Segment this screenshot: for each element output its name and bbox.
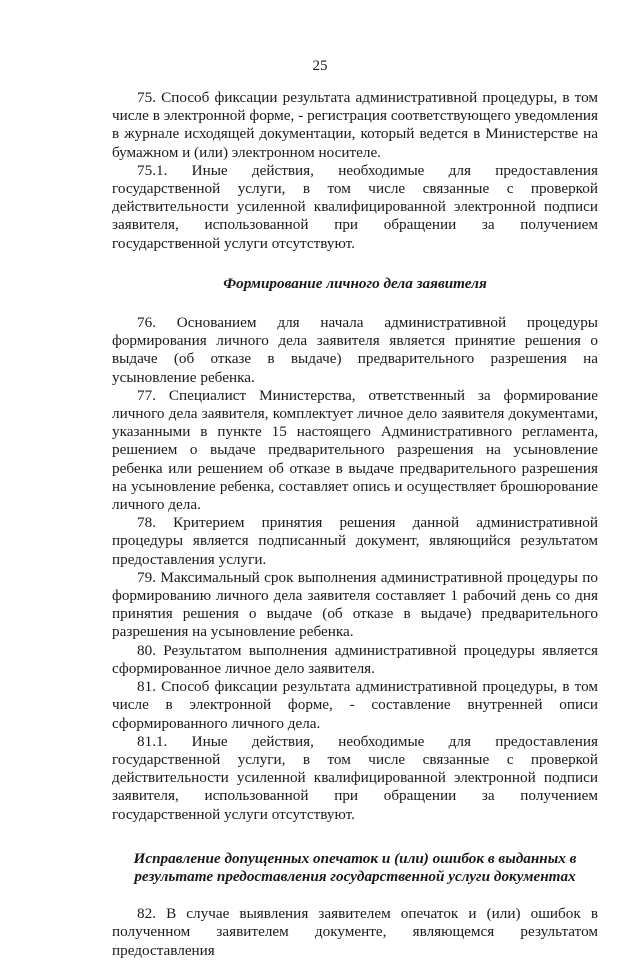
paragraph-78: 78. Критерием принятия решения данной административной процедуры является подписанный документ, являющийся результатом предоставления услуги. <box>112 514 598 568</box>
paragraph-82: 82. В случае выявления заявителем опечаток и (или) ошибок в полученном заявителем документе, являющемся результатом предоставления <box>112 905 598 959</box>
paragraph-80: 80. Результатом выполнения административной процедуры является сформированное личное дело заявителя. <box>112 641 598 677</box>
paragraph-75: 75. Способ фиксации результата административной процедуры, в том числе в электронной форме, - регистрация соответствующего уведомления в журнале исходящей документации, который ведется в Министерстве на бумажном и (или) электронном носителе. <box>112 89 598 161</box>
paragraph-79: 79. Максимальный срок выполнения административной процедуры по формированию личного дела заявителя составляет 1 рабочий день со дня принятия решения о выдаче (об отказе в выдаче) предварительного разрешения на усыновление ребенка. <box>112 568 598 641</box>
page-body <box>112 89 598 960</box>
paragraph-75-1: 75.1. Иные действия, необходимые для предоставления государственной услуги, в том числе связанные с проверкой действительности усиленной квалифицированной электронной подписи заявителя, использованной при обращении за получением государственной услуги отсутствуют. <box>112 161 598 252</box>
section-heading-corrections: Исправление допущенных опечаток и (или) ошибок в выданных в результате предоставления государственной услуги документах <box>133 849 577 885</box>
paragraph-81-1: 81.1. Иные действия, необходимые для предоставления государственной услуги, в том числе связанные с проверкой действительности усиленной квалифицированной электронной подписи заявителя, использованной при обращении за получением государственной услуги отсутствуют. <box>112 732 598 823</box>
paragraph-81: 81. Способ фиксации результата административной процедуры, в том числе в электронной форме, - составление внутренней описи сформированного личного дела. <box>112 678 598 732</box>
page-number: 25 <box>312 58 328 74</box>
section-heading-personal-file: Формирование личного дела заявителя <box>223 274 487 292</box>
paragraph-77: 77. Специалист Министерства, ответственный за формирование личного дела заявителя, комплектует личное дело заявителя документами, указанными в пункте 15 настоящего Административного регламента, решением о выдаче предварительного разрешения на усыновление ребенка или решением об отказе в выдаче предварительного разрешения на усыновление ребенка, составляет опись и осуществляет брошюрование личного дела. <box>112 386 598 514</box>
paragraph-76: 76. Основанием для начала административной процедуры формирования личного дела заявителя является принятие решения о выдаче (об отказе в выдаче) предварительного разрешения на усыновление ребенка. <box>112 314 598 386</box>
